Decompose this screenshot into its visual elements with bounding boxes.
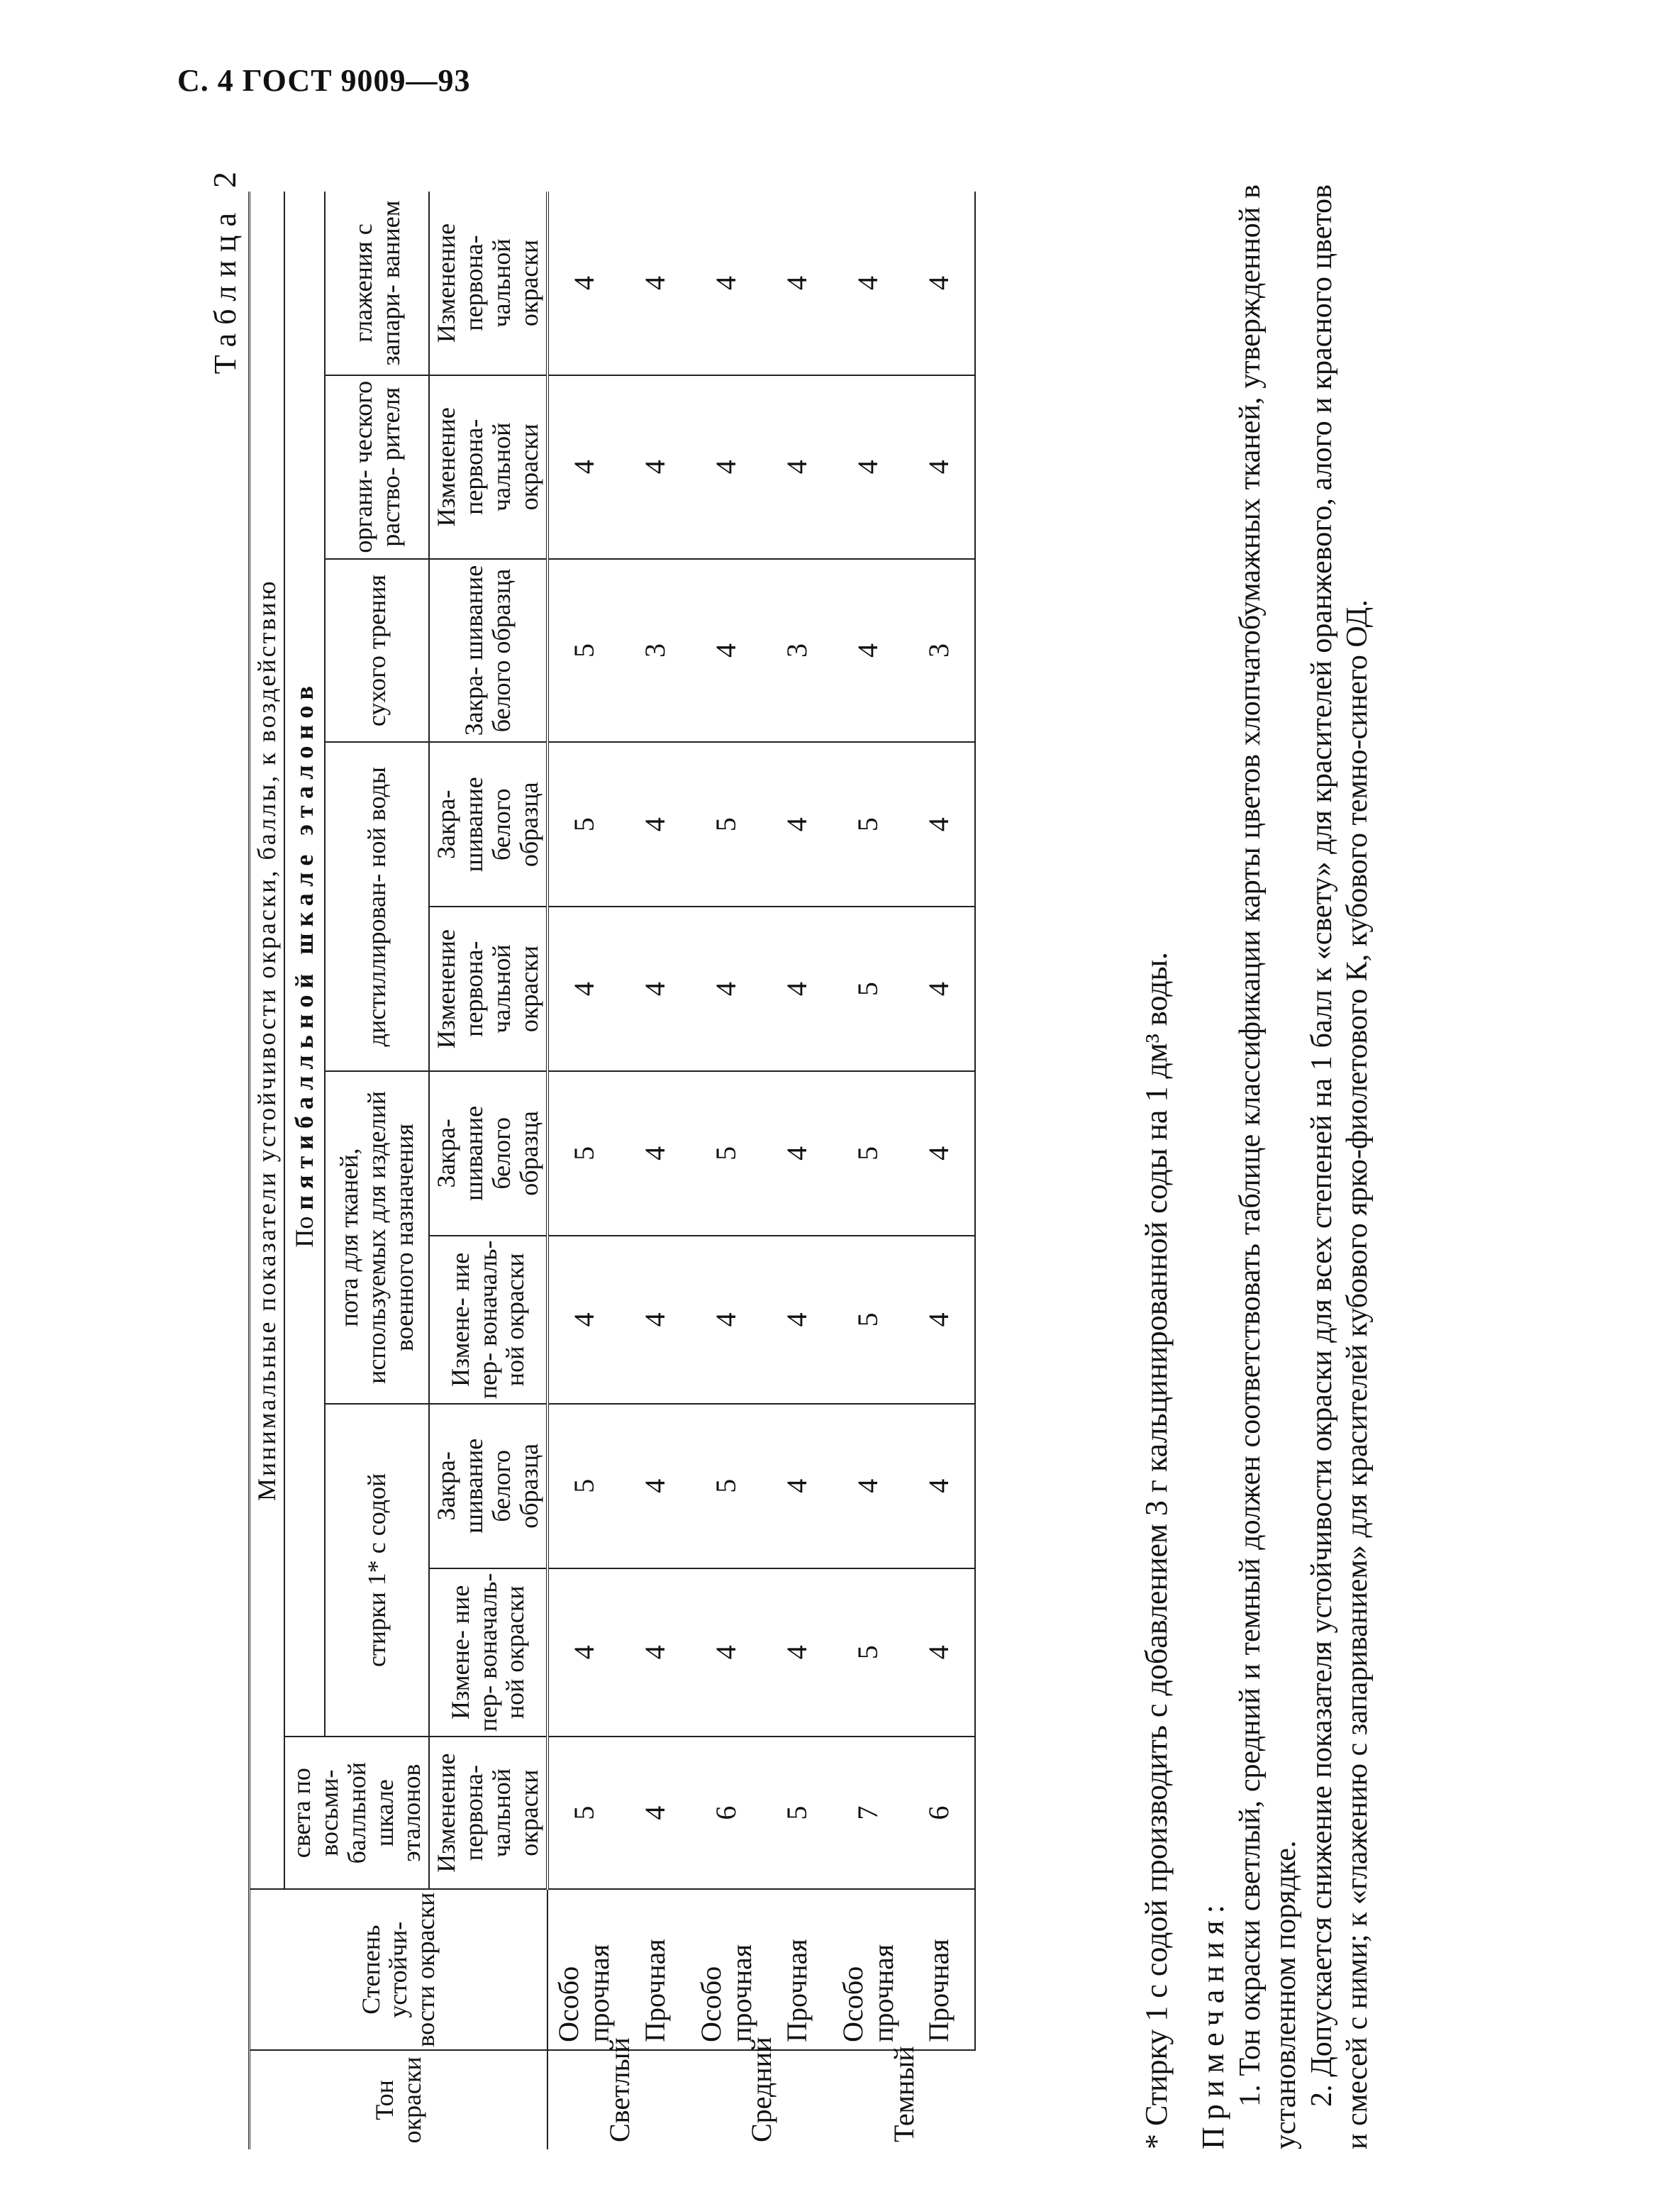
value-cell: 4 (691, 375, 762, 559)
value-cell: 5 (691, 1404, 762, 1568)
subheader-distilled-stain: Закра- шивание белого образца (429, 742, 547, 907)
value-cell: 4 (691, 559, 762, 743)
value-cell: 4 (762, 192, 833, 375)
subheader-light-change: Изменение первона- чальной окраски (429, 1737, 547, 1890)
value-cell: 4 (903, 1236, 975, 1404)
value-cell: 5 (833, 1236, 903, 1404)
table-row (691, 192, 762, 2149)
value-cell: 4 (903, 907, 975, 1071)
value-cell: 4 (762, 907, 833, 1071)
value-cell: 4 (691, 1236, 762, 1404)
subheader-washing-stain: Закра- шивание белого образца (429, 1404, 547, 1568)
table-row (762, 192, 833, 2149)
degree-cell: Особо прочная (547, 1889, 620, 2049)
subheader-organic-change: Изменение первона- чальной окраски (429, 375, 547, 559)
value-cell: 4 (547, 1568, 620, 1737)
value-cell: 4 (762, 1236, 833, 1404)
subheader-sweat-change: Измене- ние пер- воначаль- ной окраски (429, 1236, 547, 1404)
table-row (903, 192, 975, 2149)
header-min-indicators: Минимальные показатели устойчивости окраски, баллы, к воздействию (250, 192, 284, 1889)
value-cell: 4 (620, 742, 691, 907)
table-label: Таблица 2 (206, 172, 243, 375)
degree-cell: Прочная (620, 1889, 691, 2049)
header-organic: органи- ческого раство- рителя (325, 375, 429, 559)
tone-cell: Светлый (603, 2037, 635, 2142)
value-cell: 4 (547, 1236, 620, 1404)
value-cell: 4 (620, 1071, 691, 1236)
value-cell: 4 (620, 1236, 691, 1404)
subheader-washing-change: Измене- ние пер- воначаль- ной окраски (429, 1568, 547, 1737)
value-cell: 3 (762, 559, 833, 743)
notes (1195, 184, 1375, 2149)
notes-title: Примечания: (1196, 1898, 1230, 2149)
value-cell: 4 (833, 1404, 903, 1568)
value-cell: 5 (547, 742, 620, 907)
value-cell: 4 (762, 742, 833, 907)
value-cell: 7 (833, 1737, 903, 1890)
degree-cell: Прочная (762, 1889, 833, 2049)
subheader-distilled-change: Изменение первона- чальной окраски (429, 907, 547, 1071)
header-ironing: глажения с запари- ванием (325, 192, 429, 375)
value-cell: 4 (903, 1404, 975, 1568)
value-cell: 4 (833, 559, 903, 743)
value-cell: 5 (833, 1568, 903, 1737)
value-cell: 5 (691, 1071, 762, 1236)
header-five-scale: По пятибалльной шкале эталонов (284, 192, 325, 1737)
value-cell: 4 (903, 192, 975, 375)
value-cell: 5 (547, 1404, 620, 1568)
value-cell: 4 (620, 375, 691, 559)
value-cell: 5 (547, 1071, 620, 1236)
header-tone: Тон окраски (250, 2050, 547, 2149)
subheader-ironing-change: Изменение первона- чальной окраски (429, 192, 547, 375)
value-cell: 4 (903, 1568, 975, 1737)
header-degree: Степень устойчи- вости окраски (250, 1889, 547, 2049)
degree-cell: Прочная (903, 1889, 975, 2049)
value-cell: 4 (620, 1568, 691, 1737)
tone-cell: Темный (887, 2046, 920, 2142)
degree-cell: Особо прочная (833, 1889, 903, 2049)
value-cell: 5 (762, 1737, 833, 1890)
value-cell: 3 (903, 559, 975, 743)
value-cell: 4 (762, 375, 833, 559)
value-cell: 4 (903, 742, 975, 907)
value-cell: 4 (547, 375, 620, 559)
value-cell: 4 (903, 1071, 975, 1236)
value-cell: 4 (833, 192, 903, 375)
value-cell: 5 (691, 742, 762, 907)
header-dry-rub: сухого трения (325, 559, 429, 743)
value-cell: 5 (833, 1071, 903, 1236)
value-cell: 4 (833, 375, 903, 559)
header-light-8: света по восьми- балльной шкале эталонов (284, 1737, 429, 1890)
value-cell: 5 (833, 742, 903, 907)
value-cell: 4 (547, 907, 620, 1071)
value-cell: 4 (620, 1737, 691, 1890)
value-cell: 5 (547, 559, 620, 743)
header-distilled: дистиллирован- ной воды (325, 742, 429, 1071)
table-row (620, 192, 691, 2149)
subheader-dry-rub-stain: Закра- шивание белого образца (429, 559, 547, 743)
header-washing: стирки 1* с содой (325, 1404, 429, 1737)
value-cell: 4 (620, 1404, 691, 1568)
footnote: * Стирку 1 с содой производить с добавлением 3 г кальцинированной соды на 1 дм³ воды. (1139, 951, 1174, 2149)
value-cell: 4 (762, 1404, 833, 1568)
note-item: 2. Допускается снижение показателя устойчивости окраски для всех степеней на 1 балл к «свету» для красителей оранжевого, алого и красного цветов и смесей с ними; к «глажению с запариванием» для красителей кубового ярко-фиолетового К, кубового темно-синего ОД. (1305, 184, 1374, 2149)
table-row (833, 192, 903, 2149)
value-cell: 4 (691, 1568, 762, 1737)
subheader-sweat-stain: Закра- шивание белого образца (429, 1071, 547, 1236)
value-cell: 4 (547, 192, 620, 375)
rotated-table-page (206, 163, 1518, 2149)
value-cell: 6 (903, 1737, 975, 1890)
value-cell: 4 (620, 907, 691, 1071)
degree-cell: Особо прочная (691, 1889, 762, 2049)
value-cell: 5 (833, 907, 903, 1071)
tone-cell: Средний (745, 2037, 778, 2142)
value-cell: 4 (691, 192, 762, 375)
value-cell: 5 (547, 1737, 620, 1890)
page-header: С. 4 ГОСТ 9009—93 (177, 63, 471, 98)
value-cell: 3 (620, 559, 691, 743)
value-cell: 4 (903, 375, 975, 559)
table-row (547, 192, 620, 2149)
note-item: 1. Тон окраски светлый, средний и темный должен соответствовать таблице классификации карты цветов хлопчатобумажных тканей, утвержденной в установленном порядке. (1233, 184, 1303, 2149)
value-cell: 4 (762, 1071, 833, 1236)
fastness-table (248, 192, 976, 2149)
value-cell: 4 (762, 1568, 833, 1737)
value-cell: 4 (691, 907, 762, 1071)
header-sweat: пота для тканей, используемых для изделий военного назначения (325, 1071, 429, 1404)
value-cell: 6 (691, 1737, 762, 1890)
value-cell: 4 (620, 192, 691, 375)
